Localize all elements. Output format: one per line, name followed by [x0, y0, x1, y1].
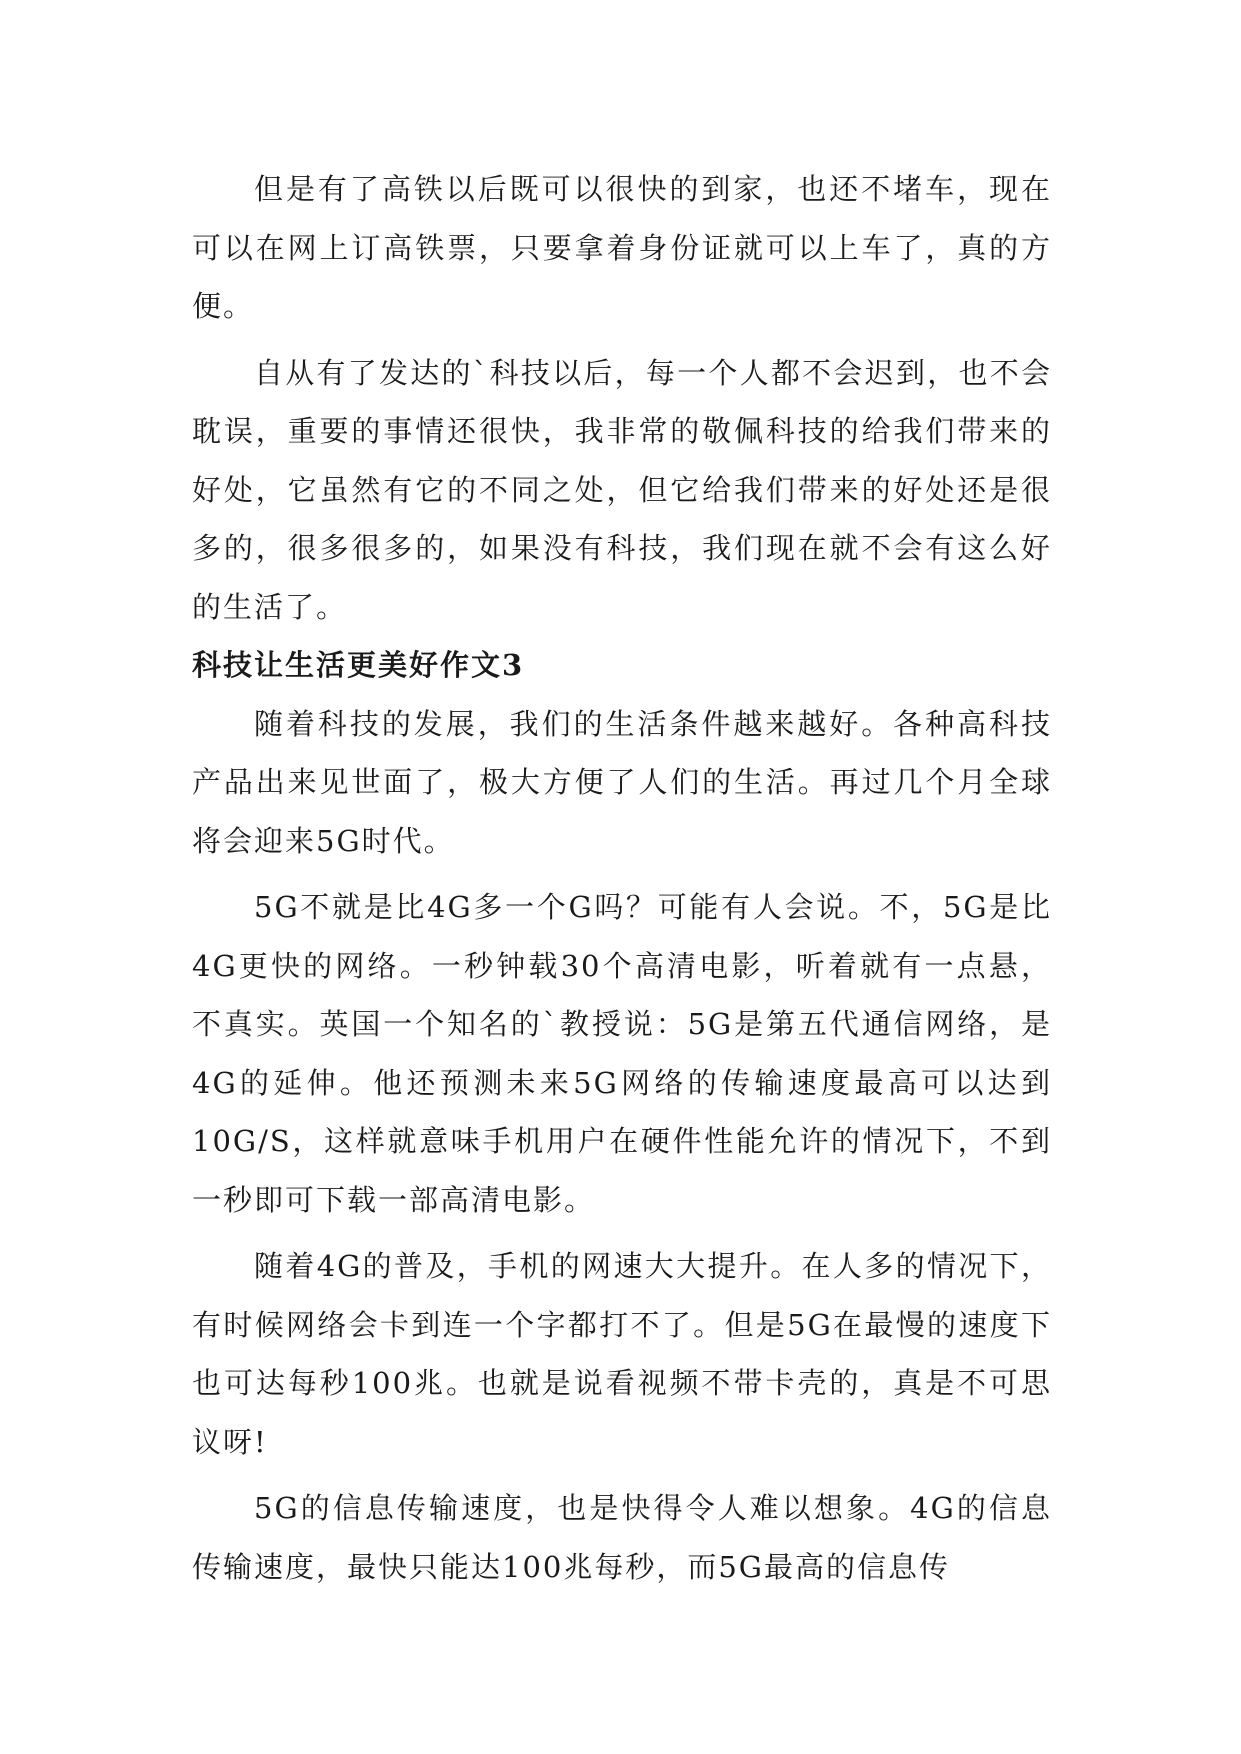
paragraph-5g-definition: 5G不就是比4G多一个G吗？可能有人会说。不，5G是比4G更快的网络。一秒钟载30个高清电影，听着就有一点悬，不真实。英国一个知名的`教授说：5G是第五代通信网络，是4G的延伸。他还预测未来5G网络的传输速度最高可以达到10G/S，这样就意味手机用户在硬件性能允许的情况下，不到一秒即可下载一部高清电影。 — [192, 890, 1052, 1217]
paragraph-gap — [192, 336, 1052, 344]
paragraph-gap — [192, 1471, 1052, 1479]
paragraph-high-speed-rail: 但是有了高铁以后既可以很快的到家，也还不堵车，现在可以在网上订高铁票，只要拿着身份证就可以上车了，真的方便。 — [192, 172, 1052, 323]
paragraph-gap — [192, 1229, 1052, 1237]
paragraph-gap — [192, 870, 1052, 878]
paragraph-5g-transmission-speed: 5G的信息传输速度，也是快得令人难以想象。4G的信息传输速度，最快只能达100兆每秒，而5G最高的信息传 — [192, 1491, 1052, 1584]
section-title: 科技让生活更美好作文3 — [192, 648, 525, 682]
document-body — [192, 160, 1052, 1596]
paragraph-4g-popularity: 随着4G的普及，手机的网速大大提升。在人多的情况下，有时候网络会卡到连一个字都打不了。但是5G在最慢的速度下也可达每秒100兆。也就是说看视频不带卡壳的，真是不可思议呀! — [192, 1249, 1052, 1459]
paragraph-technology-benefits: 自从有了发达的`科技以后，每一个人都不会迟到，也不会耽误，重要的事情还很快，我非常的敬佩科技的给我们带来的好处，它虽然有它的不同之处，但它给我们带来的好处还是很多的，很多很多的，如果没有科技，我们现在就不会有这么好的生活了。 — [192, 355, 1052, 624]
paragraph-tech-development: 随着科技的发展，我们的生活条件越来越好。各种高科技产品出来见世面了，极大方便了人们的生活。再过几个月全球将会迎来5G时代。 — [192, 706, 1052, 858]
